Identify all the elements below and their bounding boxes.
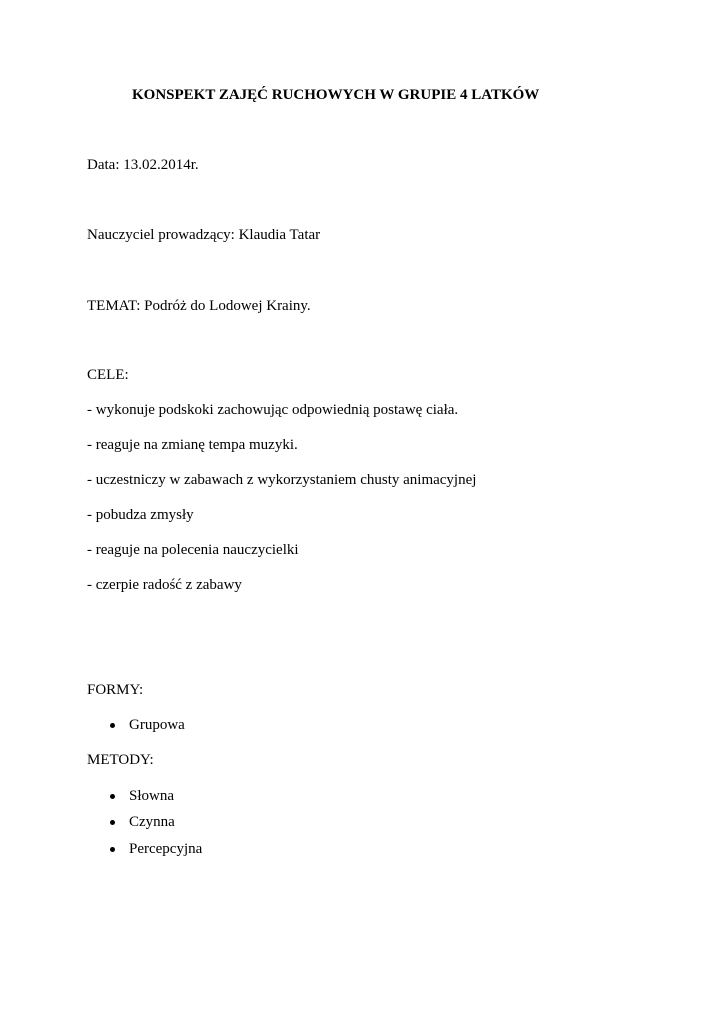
methods-item-text: Czynna [129, 814, 175, 830]
bullet-icon [110, 723, 115, 728]
forms-item-text: Grupowa [129, 717, 185, 733]
goal-item: - reaguje na polecenia nauczycielki [87, 542, 299, 558]
goal-item: - czerpie radość z zabawy [87, 577, 242, 593]
bullet-icon [110, 820, 115, 825]
topic-line: TEMAT: Podróż do Lodowej Krainy. [87, 298, 311, 314]
goals-heading: CELE: [87, 367, 129, 383]
forms-heading: FORMY: [87, 682, 144, 698]
goal-item: - wykonuje podskoki zachowując odpowiednią postawę ciała. [87, 402, 459, 418]
date-line: Data: 13.02.2014r. [87, 157, 199, 173]
goal-item: - reaguje na zmianę tempa muzyki. [87, 437, 298, 453]
teacher-line: Nauczyciel prowadzący: Klaudia Tatar [87, 227, 321, 243]
methods-item-text: Percepcyjna [129, 841, 203, 857]
goal-item: - uczestniczy w zabawach z wykorzystaniem chusty animacyjnej [87, 472, 477, 488]
bullet-icon [110, 847, 115, 852]
methods-item-text: Słowna [129, 788, 174, 804]
document-title: KONSPEKT ZAJĘĆ RUCHOWYCH W GRUPIE 4 LATKÓW [132, 87, 540, 103]
bullet-icon [110, 794, 115, 799]
goal-item: - pobudza zmysły [87, 507, 194, 523]
methods-heading: METODY: [87, 752, 154, 768]
